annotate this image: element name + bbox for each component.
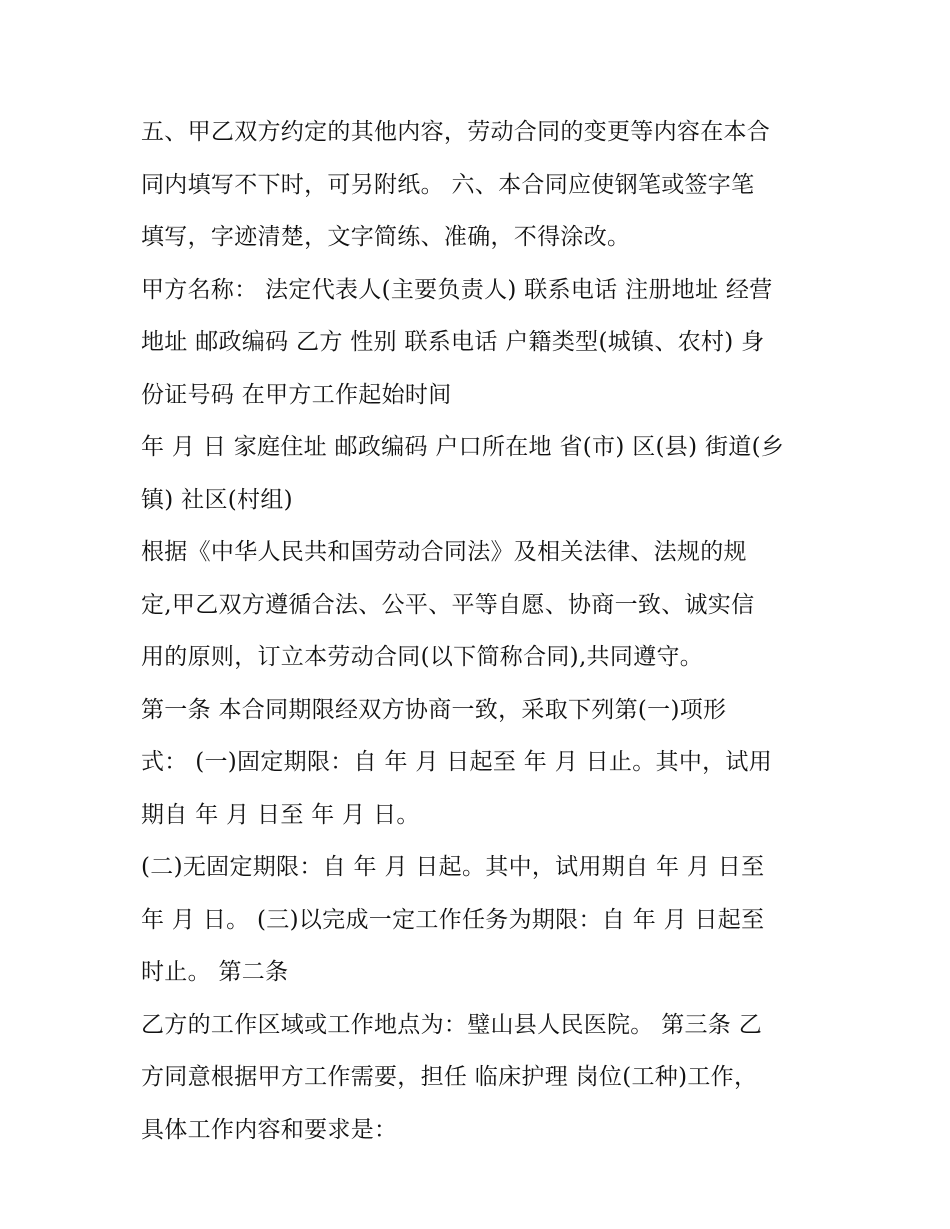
text-line: 时止。 第二条	[141, 959, 289, 985]
text-line: 期自 年 月 日至 年 月 日。	[141, 801, 420, 828]
text-line: 镇) 社区(村组)	[141, 486, 293, 513]
text-line: 具体工作内容和要求是：	[141, 1116, 398, 1143]
text-line: 定,甲乙双方遵循合法、公平、平等自愿、协商一致、诚实信	[141, 591, 755, 618]
text-line: 份证号码 在甲方工作起始时间	[141, 381, 452, 408]
text-line: 同内填写不下时，可另附纸。 六、本合同应使钢笔或签字笔	[141, 171, 755, 198]
document-body	[141, 106, 821, 1156]
text-line: 方同意根据甲方工作需要，担任 临床护理 岗位(工种)工作，	[141, 1064, 758, 1090]
text-line: 年 月 日。 (三)以完成一定工作任务为期限：自 年 月 日起至	[141, 906, 765, 933]
text-line: 地址 邮政编码 乙方 性别 联系电话 户籍类型(城镇、农村) 身	[141, 329, 765, 355]
text-line: 第一条 本合同期限经双方协商一致，采取下列第(一)项形	[141, 696, 727, 723]
text-line: (二)无固定期限：自 年 月 日起。其中，试用期自 年 月 日至	[141, 854, 765, 880]
text-line: 乙方的工作区域或工作地点为：璧山县人民医院。 第三条 乙	[141, 1011, 763, 1038]
text-line: 式： (一)固定期限：自 年 月 日起至 年 月 日止。其中，试用	[141, 749, 773, 775]
text-line: 年 月 日 家庭住址 邮政编码 户口所在地 省(市) 区(县) 街道(乡	[141, 434, 785, 460]
text-line: 根据《中华人民共和国劳动合同法》及相关法律、法规的规	[141, 539, 747, 565]
text-line: 用的原则，订立本劳动合同(以下简称合同),共同遵守。	[141, 644, 704, 670]
text-line: 填写，字迹清楚，文字简练、准确，不得涂改。	[141, 224, 631, 250]
text-line: 五、甲乙双方约定的其他内容，劳动合同的变更等内容在本合	[141, 119, 771, 145]
text-line: 甲方名称： 法定代表人(主要负责人) 联系电话 注册地址 经营	[141, 276, 773, 303]
